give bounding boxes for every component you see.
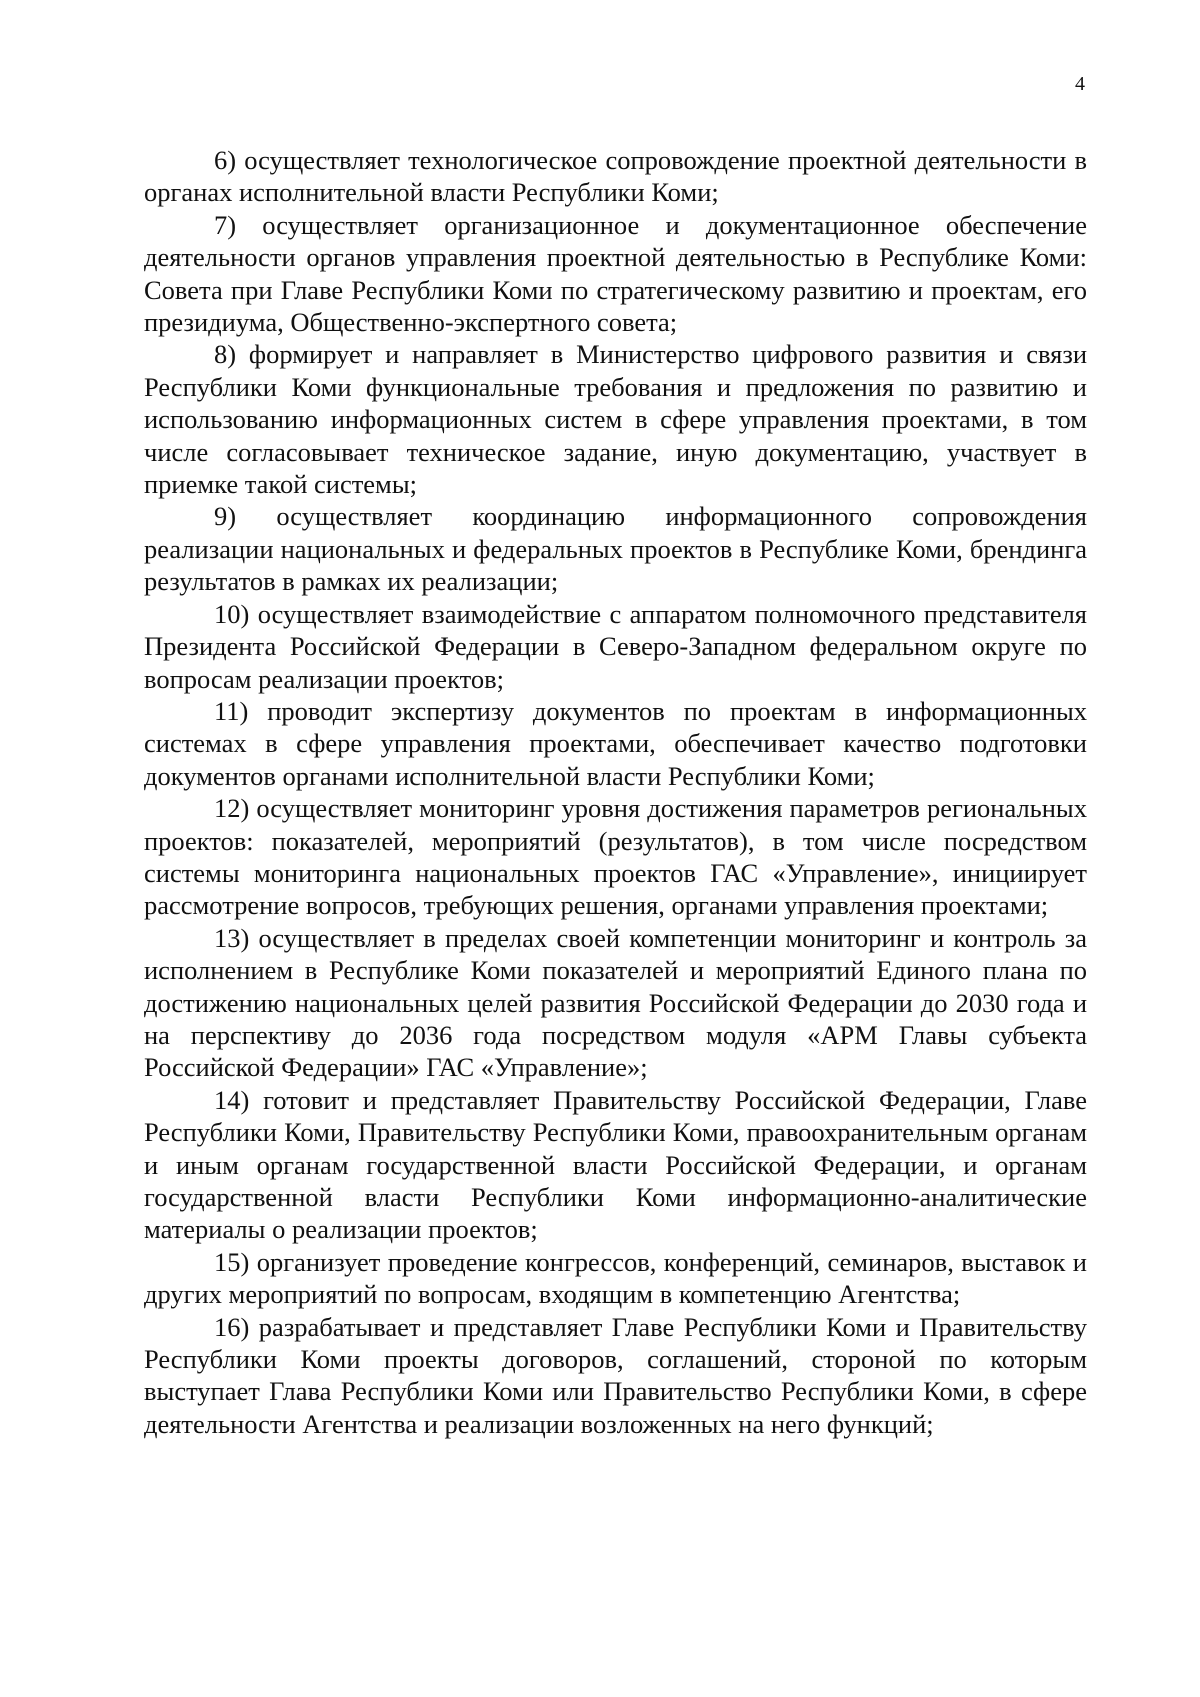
paragraph-item-13: 13) осуществляет в пределах своей компетенции мониторинг и контроль за исполнением в Республике Коми показателей и мероприятий Единого плана по достижению национальных целей развития Российской Федерации до 2030 года и на перспективу до 2036 года посредством модуля «АРМ Главы субъекта Российской Федерации» ГАС «Управление»; xyxy=(144,922,1087,1083)
page-number: 4 xyxy=(1075,73,1085,95)
paragraph-item-9: 9) осуществляет координацию информационного сопровождения реализации национальных и федеральных проектов в Республике Коми, брендинга результатов в рамках их реализации; xyxy=(144,501,1087,597)
paragraph-item-11: 11) проводит экспертизу документов по проектам в информационных системах в сфере управления проектами, обеспечивает качество подготовки документов органами исполнительной власти Республики Коми; xyxy=(144,695,1087,791)
paragraph-item-12: 12) осуществляет мониторинг уровня достижения параметров региональных проектов: показателей, мероприятий (результатов), в том числе посредством системы мониторинга национальных проектов ГАС «Управление», инициирует рассмотрение вопросов, требующих решения, органами управления проектами; xyxy=(144,793,1087,921)
paragraph-item-16: 16) разрабатывает и представляет Главе Республики Коми и Правительству Республики Коми проекты договоров, соглашений, стороной по которым выступает Глава Республики Коми или Правительство Республики Коми, в сфере деятельности Агентства и реализации возложенных на него функций; xyxy=(144,1311,1087,1439)
paragraph-item-15: 15) организует проведение конгрессов, конференций, семинаров, выставок и других мероприятий по вопросам, входящим в компетенцию Агентства; xyxy=(144,1246,1087,1310)
paragraph-item-14: 14) готовит и представляет Правительству Российской Федерации, Главе Республики Коми, Правительству Республики Коми, правоохранительным органам и иным органам государственной власти Российской Федерации, и органам государственной власти Республики Коми информационно-аналитические материалы о реализации проектов; xyxy=(144,1084,1087,1245)
paragraph-item-10: 10) осуществляет взаимодействие с аппаратом полномочного представителя Президента Российской Федерации в Северо-Западном федеральном округе по вопросам реализации проектов; xyxy=(144,598,1087,694)
paragraph-item-6: 6) осуществляет технологическое сопровождение проектной деятельности в органах исполнительной власти Республики Коми; xyxy=(144,145,1087,208)
paragraph-item-8: 8) формирует и направляет в Министерство цифрового развития и связи Республики Коми функциональные требования и предложения по развитию и использованию информационных систем в сфере управления проектами, в том числе согласовывает техническое задание, иную документацию, участвует в приемке такой системы; xyxy=(144,339,1087,500)
document-body xyxy=(144,144,1087,1440)
paragraph-item-7: 7) осуществляет организационное и документационное обеспечение деятельности органов управления проектной деятельностью в Республике Коми: Совета при Главе Республики Коми по стратегическому развитию и проектам, его президиума, Общественно-экспертного совета; xyxy=(144,209,1087,338)
